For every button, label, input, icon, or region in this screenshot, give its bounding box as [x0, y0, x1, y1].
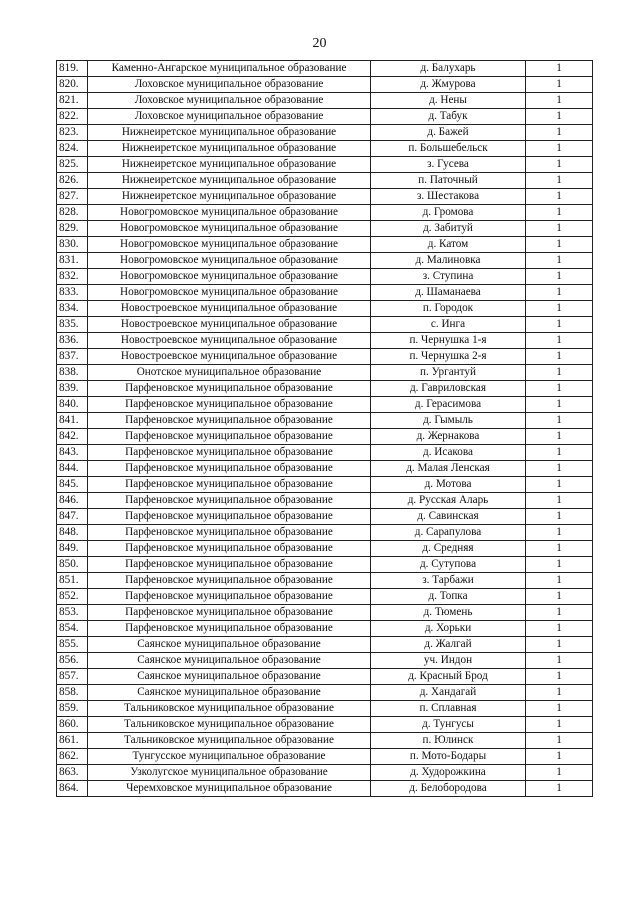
quantity-cell: 1 [526, 61, 593, 77]
settlement-cell: п. Мото-Бодары [371, 749, 526, 765]
table-row [57, 285, 593, 301]
quantity-cell: 1 [526, 125, 593, 141]
municipality-cell: Новостроевское муниципальное образование [88, 333, 371, 349]
table-row [57, 269, 593, 285]
municipality-cell: Лоховское муниципальное образование [88, 109, 371, 125]
municipality-cell: Новогромовское муниципальное образование [88, 285, 371, 301]
table-row [57, 205, 593, 221]
table-row [57, 141, 593, 157]
table-row [57, 717, 593, 733]
quantity-cell: 1 [526, 221, 593, 237]
row-number-cell: 837. [57, 349, 88, 365]
row-number-cell: 851. [57, 573, 88, 589]
row-number-cell: 844. [57, 461, 88, 477]
settlement-cell: д. Хандагай [371, 685, 526, 701]
row-number-cell: 835. [57, 317, 88, 333]
quantity-cell: 1 [526, 541, 593, 557]
quantity-cell: 1 [526, 141, 593, 157]
table-row [57, 93, 593, 109]
quantity-cell: 1 [526, 605, 593, 621]
settlement-cell: д. Жмурова [371, 77, 526, 93]
table-row [57, 237, 593, 253]
row-number-cell: 863. [57, 765, 88, 781]
row-number-cell: 857. [57, 669, 88, 685]
settlement-cell: з. Гусева [371, 157, 526, 173]
table-row [57, 541, 593, 557]
municipality-cell: Новогромовское муниципальное образование [88, 269, 371, 285]
table-row [57, 157, 593, 173]
municipality-cell: Саянское муниципальное образование [88, 637, 371, 653]
municipality-cell: Новостроевское муниципальное образование [88, 317, 371, 333]
municipality-cell: Парфеновское муниципальное образование [88, 589, 371, 605]
table-row [57, 525, 593, 541]
quantity-cell: 1 [526, 173, 593, 189]
settlement-cell: д. Сарапулова [371, 525, 526, 541]
settlement-cell: п. Паточный [371, 173, 526, 189]
municipality-cell: Новогромовское муниципальное образование [88, 205, 371, 221]
quantity-cell: 1 [526, 653, 593, 669]
table-row [57, 301, 593, 317]
municipality-cell: Нижнеиретское муниципальное образование [88, 189, 371, 205]
settlement-cell: д. Тунгусы [371, 717, 526, 733]
municipality-cell: Парфеновское муниципальное образование [88, 573, 371, 589]
row-number-cell: 858. [57, 685, 88, 701]
municipality-cell: Тальниковское муниципальное образование [88, 733, 371, 749]
row-number-cell: 860. [57, 717, 88, 733]
row-number-cell: 841. [57, 413, 88, 429]
settlement-cell: уч. Индон [371, 653, 526, 669]
page-number: 20 [312, 36, 327, 51]
quantity-cell: 1 [526, 749, 593, 765]
table-row [57, 77, 593, 93]
table-row [57, 637, 593, 653]
table-row [57, 605, 593, 621]
row-number-cell: 820. [57, 77, 88, 93]
settlement-cell: д. Гымыль [371, 413, 526, 429]
municipality-cell: Парфеновское муниципальное образование [88, 429, 371, 445]
table-row [57, 381, 593, 397]
settlement-cell: п. Юлинск [371, 733, 526, 749]
settlement-cell: д. Хорьки [371, 621, 526, 637]
settlement-cell: д. Шаманаева [371, 285, 526, 301]
quantity-cell: 1 [526, 621, 593, 637]
row-number-cell: 853. [57, 605, 88, 621]
settlement-cell: д. Громова [371, 205, 526, 221]
table-row [57, 125, 593, 141]
table-row [57, 461, 593, 477]
quantity-cell: 1 [526, 253, 593, 269]
table-row [57, 317, 593, 333]
table-row [57, 173, 593, 189]
row-number-cell: 833. [57, 285, 88, 301]
row-number-cell: 829. [57, 221, 88, 237]
table-row [57, 397, 593, 413]
row-number-cell: 830. [57, 237, 88, 253]
row-number-cell: 861. [57, 733, 88, 749]
settlement-cell: д. Топка [371, 589, 526, 605]
row-number-cell: 849. [57, 541, 88, 557]
settlement-cell: д. Герасимова [371, 397, 526, 413]
table-row [57, 445, 593, 461]
quantity-cell: 1 [526, 781, 593, 797]
settlement-cell: д. Малая Ленская [371, 461, 526, 477]
quantity-cell: 1 [526, 429, 593, 445]
row-number-cell: 827. [57, 189, 88, 205]
settlement-cell: п. Ургантуй [371, 365, 526, 381]
quantity-cell: 1 [526, 733, 593, 749]
quantity-cell: 1 [526, 237, 593, 253]
row-number-cell: 850. [57, 557, 88, 573]
table-row [57, 413, 593, 429]
settlement-cell: д. Забитуй [371, 221, 526, 237]
row-number-cell: 825. [57, 157, 88, 173]
municipality-cell: Парфеновское муниципальное образование [88, 621, 371, 637]
municipality-cell: Тунгусское муниципальное образование [88, 749, 371, 765]
table-row [57, 189, 593, 205]
table-row [57, 493, 593, 509]
settlement-cell: д. Белобородова [371, 781, 526, 797]
quantity-cell: 1 [526, 333, 593, 349]
table-row [57, 589, 593, 605]
table-row [57, 557, 593, 573]
row-number-cell: 828. [57, 205, 88, 221]
table-row [57, 781, 593, 797]
settlements-table [56, 60, 593, 797]
table-row [57, 477, 593, 493]
row-number-cell: 852. [57, 589, 88, 605]
municipality-cell: Парфеновское муниципальное образование [88, 413, 371, 429]
settlement-cell: д. Гавриловская [371, 381, 526, 397]
municipality-cell: Новогромовское муниципальное образование [88, 221, 371, 237]
municipality-cell: Новостроевское муниципальное образование [88, 349, 371, 365]
table-row [57, 509, 593, 525]
quantity-cell: 1 [526, 269, 593, 285]
settlement-cell: д. Жалгай [371, 637, 526, 653]
municipality-cell: Парфеновское муниципальное образование [88, 509, 371, 525]
table-row [57, 61, 593, 77]
settlement-cell: п. Чернушка 1-я [371, 333, 526, 349]
quantity-cell: 1 [526, 477, 593, 493]
settlement-cell: д. Балухарь [371, 61, 526, 77]
municipality-cell: Парфеновское муниципальное образование [88, 445, 371, 461]
settlement-cell: д. Сутупова [371, 557, 526, 573]
quantity-cell: 1 [526, 685, 593, 701]
quantity-cell: 1 [526, 445, 593, 461]
row-number-cell: 859. [57, 701, 88, 717]
municipality-cell: Парфеновское муниципальное образование [88, 493, 371, 509]
quantity-cell: 1 [526, 765, 593, 781]
row-number-cell: 824. [57, 141, 88, 157]
settlement-cell: д. Катом [371, 237, 526, 253]
table-body [57, 61, 593, 797]
row-number-cell: 838. [57, 365, 88, 381]
quantity-cell: 1 [526, 525, 593, 541]
settlement-cell: д. Мотова [371, 477, 526, 493]
quantity-cell: 1 [526, 317, 593, 333]
quantity-cell: 1 [526, 461, 593, 477]
quantity-cell: 1 [526, 509, 593, 525]
row-number-cell: 856. [57, 653, 88, 669]
municipality-cell: Тальниковское муниципальное образование [88, 701, 371, 717]
municipality-cell: Новогромовское муниципальное образование [88, 237, 371, 253]
quantity-cell: 1 [526, 77, 593, 93]
quantity-cell: 1 [526, 397, 593, 413]
table-row [57, 333, 593, 349]
quantity-cell: 1 [526, 301, 593, 317]
municipality-cell: Парфеновское муниципальное образование [88, 461, 371, 477]
settlement-cell: д. Тюмень [371, 605, 526, 621]
table-row [57, 429, 593, 445]
table-row [57, 765, 593, 781]
table-row [57, 749, 593, 765]
settlement-cell: з. Тарбажи [371, 573, 526, 589]
municipality-cell: Онотское муниципальное образование [88, 365, 371, 381]
municipality-cell: Каменно-Ангарское муниципальное образование [88, 61, 371, 77]
municipality-cell: Саянское муниципальное образование [88, 685, 371, 701]
municipality-cell: Черемховское муниципальное образование [88, 781, 371, 797]
table-row [57, 365, 593, 381]
quantity-cell: 1 [526, 701, 593, 717]
municipality-cell: Парфеновское муниципальное образование [88, 557, 371, 573]
row-number-cell: 843. [57, 445, 88, 461]
settlement-cell: д. Малиновка [371, 253, 526, 269]
municipality-cell: Нижнеиретское муниципальное образование [88, 141, 371, 157]
municipality-cell: Лоховское муниципальное образование [88, 93, 371, 109]
settlement-cell: з. Шестакова [371, 189, 526, 205]
settlement-cell: п. Сплавная [371, 701, 526, 717]
table-row [57, 733, 593, 749]
municipality-cell: Саянское муниципальное образование [88, 669, 371, 685]
quantity-cell: 1 [526, 573, 593, 589]
municipality-cell: Саянское муниципальное образование [88, 653, 371, 669]
row-number-cell: 840. [57, 397, 88, 413]
settlement-cell: д. Бажей [371, 125, 526, 141]
municipality-cell: Лоховское муниципальное образование [88, 77, 371, 93]
municipality-cell: Тальниковское муниципальное образование [88, 717, 371, 733]
municipality-cell: Нижнеиретское муниципальное образование [88, 173, 371, 189]
settlement-cell: п. Большебельск [371, 141, 526, 157]
row-number-cell: 846. [57, 493, 88, 509]
table-row [57, 621, 593, 637]
quantity-cell: 1 [526, 157, 593, 173]
table-row [57, 685, 593, 701]
quantity-cell: 1 [526, 365, 593, 381]
settlement-cell: д. Красный Брод [371, 669, 526, 685]
row-number-cell: 819. [57, 61, 88, 77]
quantity-cell: 1 [526, 109, 593, 125]
municipality-cell: Парфеновское муниципальное образование [88, 397, 371, 413]
settlement-cell: п. Городок [371, 301, 526, 317]
settlement-cell: з. Ступина [371, 269, 526, 285]
quantity-cell: 1 [526, 493, 593, 509]
settlement-cell: д. Нены [371, 93, 526, 109]
table-row [57, 653, 593, 669]
row-number-cell: 842. [57, 429, 88, 445]
settlement-cell: с. Инга [371, 317, 526, 333]
row-number-cell: 826. [57, 173, 88, 189]
municipality-cell: Нижнеиретское муниципальное образование [88, 157, 371, 173]
row-number-cell: 834. [57, 301, 88, 317]
municipality-cell: Парфеновское муниципальное образование [88, 541, 371, 557]
row-number-cell: 839. [57, 381, 88, 397]
row-number-cell: 822. [57, 109, 88, 125]
table-row [57, 253, 593, 269]
municipality-cell: Нижнеиретское муниципальное образование [88, 125, 371, 141]
settlement-cell: п. Чернушка 2-я [371, 349, 526, 365]
row-number-cell: 832. [57, 269, 88, 285]
settlement-cell: д. Исакова [371, 445, 526, 461]
settlement-cell: д. Худорожкина [371, 765, 526, 781]
quantity-cell: 1 [526, 205, 593, 221]
quantity-cell: 1 [526, 557, 593, 573]
municipality-cell: Новостроевское муниципальное образование [88, 301, 371, 317]
row-number-cell: 831. [57, 253, 88, 269]
row-number-cell: 845. [57, 477, 88, 493]
settlement-cell: д. Средняя [371, 541, 526, 557]
municipality-cell: Парфеновское муниципальное образование [88, 381, 371, 397]
settlement-cell: д. Жернакова [371, 429, 526, 445]
row-number-cell: 848. [57, 525, 88, 541]
settlement-cell: д. Табук [371, 109, 526, 125]
quantity-cell: 1 [526, 381, 593, 397]
quantity-cell: 1 [526, 717, 593, 733]
table-row [57, 109, 593, 125]
municipality-cell: Парфеновское муниципальное образование [88, 605, 371, 621]
quantity-cell: 1 [526, 637, 593, 653]
table-row [57, 669, 593, 685]
row-number-cell: 862. [57, 749, 88, 765]
quantity-cell: 1 [526, 189, 593, 205]
quantity-cell: 1 [526, 93, 593, 109]
row-number-cell: 836. [57, 333, 88, 349]
quantity-cell: 1 [526, 589, 593, 605]
quantity-cell: 1 [526, 285, 593, 301]
table-row [57, 349, 593, 365]
row-number-cell: 855. [57, 637, 88, 653]
row-number-cell: 823. [57, 125, 88, 141]
quantity-cell: 1 [526, 413, 593, 429]
settlement-cell: д. Русская Аларь [371, 493, 526, 509]
municipality-cell: Узколугское муниципальное образование [88, 765, 371, 781]
municipality-cell: Новогромовское муниципальное образование [88, 253, 371, 269]
municipality-cell: Парфеновское муниципальное образование [88, 477, 371, 493]
row-number-cell: 864. [57, 781, 88, 797]
table-row [57, 573, 593, 589]
quantity-cell: 1 [526, 349, 593, 365]
settlement-cell: д. Савинская [371, 509, 526, 525]
municipality-cell: Парфеновское муниципальное образование [88, 525, 371, 541]
table-row [57, 221, 593, 237]
row-number-cell: 847. [57, 509, 88, 525]
table-row [57, 701, 593, 717]
row-number-cell: 854. [57, 621, 88, 637]
row-number-cell: 821. [57, 93, 88, 109]
quantity-cell: 1 [526, 669, 593, 685]
